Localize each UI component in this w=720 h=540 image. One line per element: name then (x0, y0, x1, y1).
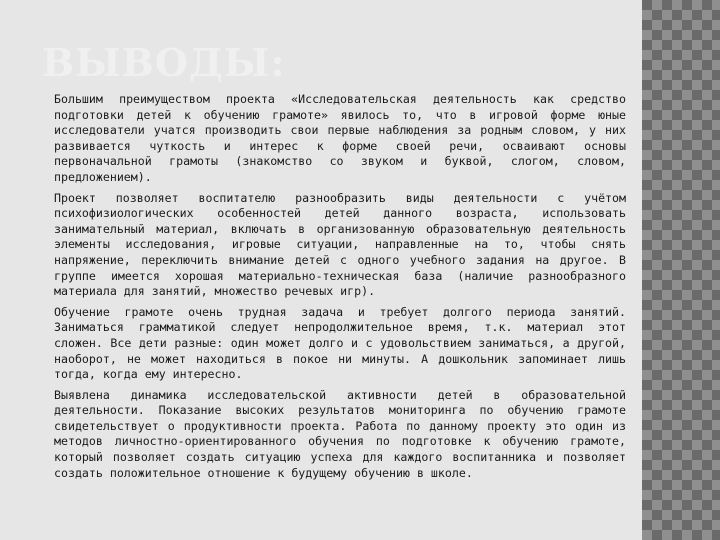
paragraph-learning-difficulty: Обучение грамоте очень трудная задача и требует долгого периода занятий. Заниматься грамматикой следует непродолжительное время, т.к. материал этот сложен. Все дети разные: один может долго и с удовольствием заниматься, а другой, наоборот, не может находиться в покое ни минуты. А дошкольник запоминает лишь тогда, когда ему интересно. (54, 304, 626, 382)
slide-content (54, 92, 626, 486)
slide-title: ВЫВОДЫ: (42, 40, 286, 85)
paragraph-results: Выявлена динамика исследовательской активности детей в образовательной деятельности. Показание высоких результатов мониторинга по обучению грамоте свидетельствует о продуктивности проекта. Работа по данному проекту это один из методов личностно-ориентированного обучения по подготовке к обучению грамоте, который позволяет создать ситуацию успеха для каждого воспитанника и позволяет создать положительное отношение к будущему обучению в школе. (54, 387, 626, 480)
decorative-pattern-band (642, 0, 720, 540)
paragraph-advantage: Большим преимуществом проекта «Исследовательская деятельность как средство подготовки детей к обучению грамоте» явилось то, что в игровой форме юные исследователи учатся производить свои первые наблюдения за родным словом, у них развивается чуткость и интерес к форме своей речи, осваивают основы первоначальной грамоты (знакомство со звуком и буквой, слогом, словом, предложением). (54, 92, 626, 184)
paragraph-project-benefits: Проект позволяет воспитателю разнообразить виды деятельности с учётом психофизиологических особенностей детей данного возраста, использовать занимательный материал, включать в организованную образовательную деятельность элементы исследования, игровые ситуации, направленные на то, чтобы снять напряжение, переключить внимание детей с одного учебного задания на другое. В группе имеется хорошая материально-техническая база (наличие разнообразного материала для занятий, множество речевых игр). (54, 190, 626, 299)
